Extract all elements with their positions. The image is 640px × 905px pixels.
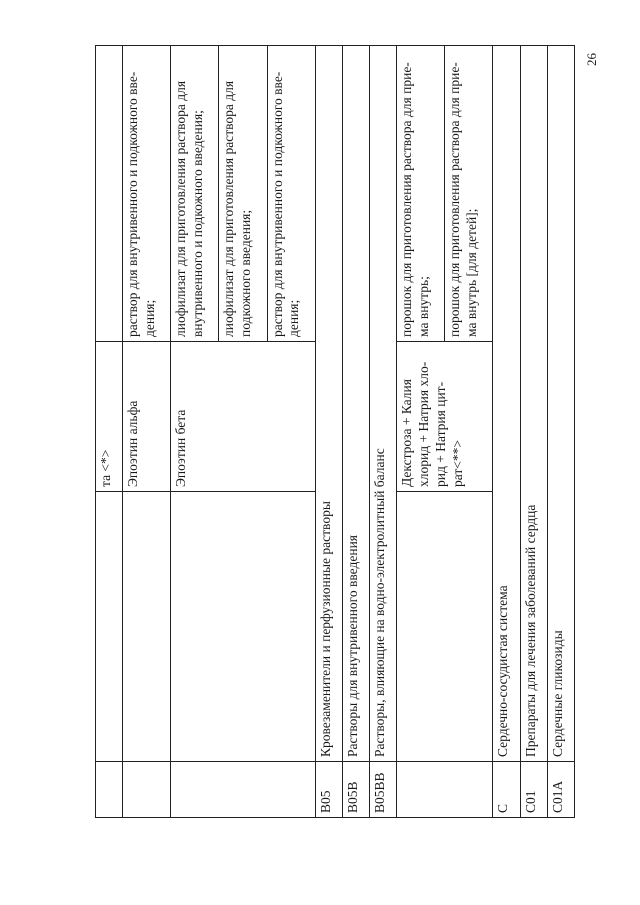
table-row <box>123 46 171 818</box>
section-code: C <box>493 762 520 818</box>
page-number: 26 <box>584 53 599 66</box>
section-row <box>493 46 520 818</box>
section-name: Сердечные гликозиды <box>547 46 574 762</box>
section-name: Кровезаменители и перфузионные растворы <box>315 46 342 762</box>
section-name: Растворы для внутривенного введения <box>342 46 369 762</box>
form-cell: раствор для внутривенного и подкожного вве-дения; <box>267 46 315 342</box>
section-row <box>342 46 369 818</box>
form-cell: порошок для приготовления раствора для прие-ма внутрь [для детей]; <box>445 46 493 342</box>
section-code: B05B <box>342 762 369 818</box>
code-cell <box>397 762 493 818</box>
group-cell <box>123 492 171 762</box>
group-cell <box>96 492 123 762</box>
section-code: B05BB <box>369 762 396 818</box>
table-row <box>397 46 445 818</box>
section-code: B05 <box>315 762 342 818</box>
rotated-table-wrapper <box>95 46 575 818</box>
section-row <box>547 46 574 818</box>
section-row <box>315 46 342 818</box>
group-cell <box>171 492 315 762</box>
code-cell <box>171 762 315 818</box>
section-row <box>520 46 547 818</box>
drug-table <box>95 45 575 818</box>
drug-name-cell: та <*> <box>96 342 123 492</box>
form-cell: лиофилизат для приготовления раствора для внутривенного и подкожного введения; <box>171 46 219 342</box>
section-name: Растворы, влияющие на водно-электролитный баланс <box>369 46 396 762</box>
code-cell <box>96 762 123 818</box>
drug-name-cell: Эпоэтин бета <box>171 342 315 492</box>
form-cell: лиофилизат для приготовления раствора для подкожного введения; <box>219 46 267 342</box>
group-cell <box>397 492 493 762</box>
section-code: C01A <box>547 762 574 818</box>
table-row <box>96 46 123 818</box>
code-cell <box>123 762 171 818</box>
drug-name-cell: Эпоэтин альфа <box>123 342 171 492</box>
drug-name-cell: Декстроза + Калия хлорид + Натрия хло-рид + Натрия цит-рат<**> <box>397 342 493 492</box>
form-cell: порошок для приготовления раствора для прие-ма внутрь; <box>397 46 445 342</box>
form-cell <box>96 46 123 342</box>
section-name: Препараты для лечения заболеваний сердца <box>520 46 547 762</box>
section-code: C01 <box>520 762 547 818</box>
form-cell: раствор для внутривенного и подкожного вве-дения; <box>123 46 171 342</box>
section-row <box>369 46 396 818</box>
table-row <box>171 46 219 818</box>
section-name: Сердечно-сосудистая система <box>493 46 520 762</box>
